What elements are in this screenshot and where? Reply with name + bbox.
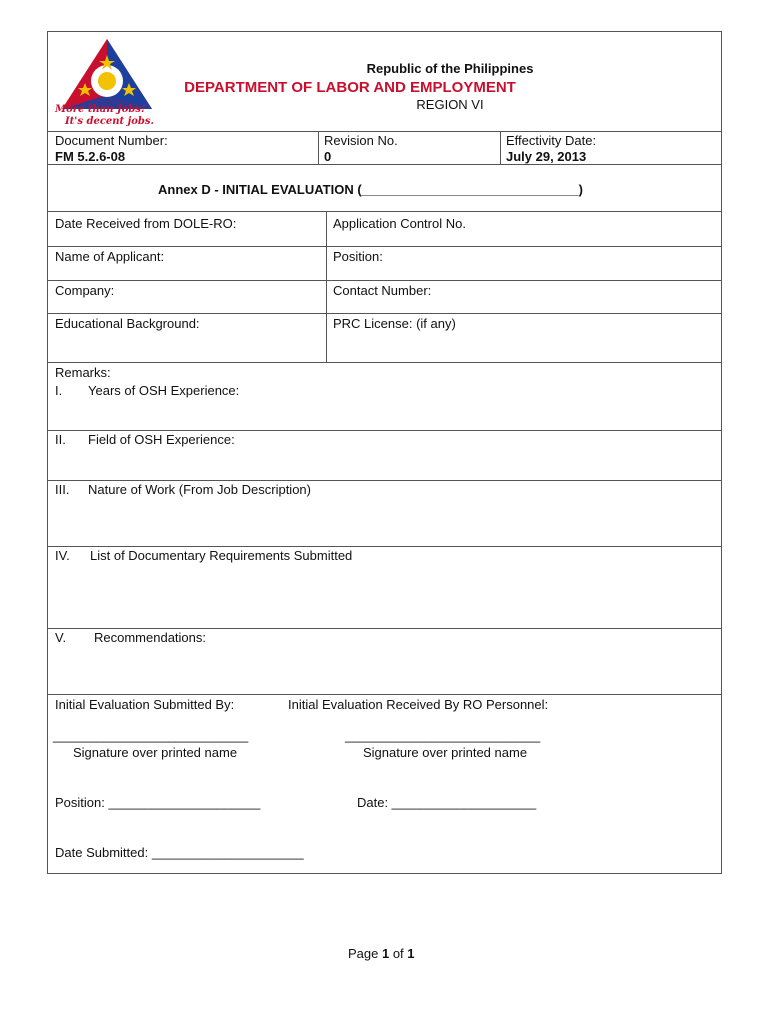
remark-number: II. xyxy=(55,432,66,447)
effectivity-label: Effectivity Date: xyxy=(506,133,597,148)
remark-documentary-requirements: List of Documentary Requirements Submitted xyxy=(90,548,353,563)
annex-title: Annex D - INITIAL EVALUATION (______________________________) xyxy=(158,182,583,197)
received-by-label: Initial Evaluation Received By RO Personnel: xyxy=(288,697,549,712)
remark-nature-of-work: Nature of Work (From Job Description) xyxy=(88,482,311,497)
page-number: Page 1 of 1 xyxy=(348,946,415,961)
field-date-received: Date Received from DOLE-RO: xyxy=(55,216,237,231)
field-applicant-name: Name of Applicant: xyxy=(55,249,165,264)
signature-line-submitted: ___________________________ xyxy=(53,728,249,743)
field-position: Position: xyxy=(333,249,383,264)
revision-value: 0 xyxy=(324,149,332,164)
remarks-label: Remarks: xyxy=(55,365,111,380)
remark-number: III. xyxy=(55,482,70,497)
signature-caption-received: Signature over printed name xyxy=(363,745,528,760)
remark-number: V. xyxy=(55,630,67,645)
position-line: Position: _____________________ xyxy=(55,795,261,810)
header-region: REGION VI xyxy=(416,97,484,112)
field-prc-license: PRC License: (if any) xyxy=(333,316,456,331)
submitted-by-label: Initial Evaluation Submitted By: xyxy=(55,697,235,712)
revision-label: Revision No. xyxy=(324,133,398,148)
logo-slogan: More than Jobs! xyxy=(55,104,146,115)
field-company: Company: xyxy=(55,283,115,298)
doc-number-value: FM 5.2.6-08 xyxy=(55,149,126,164)
field-application-control: Application Control No. xyxy=(333,216,466,231)
logo-slogan: It's decent jobs. xyxy=(65,116,155,127)
field-educational-background: Educational Background: xyxy=(55,316,200,331)
date-line: Date: ____________________ xyxy=(357,795,537,810)
remark-number: IV. xyxy=(55,548,70,563)
remark-number: I. xyxy=(55,383,63,398)
header-department: DEPARTMENT OF LABOR AND EMPLOYMENT xyxy=(184,79,516,96)
field-contact-number: Contact Number: xyxy=(333,283,432,298)
remark-field-osh: Field of OSH Experience: xyxy=(88,432,235,447)
doc-number-label: Document Number: xyxy=(55,133,168,148)
signature-caption-submitted: Signature over printed name xyxy=(73,745,238,760)
date-submitted-line: Date Submitted: _____________________ xyxy=(55,845,304,860)
header-republic: Republic of the Philippines xyxy=(366,61,534,76)
signature-line-received: ___________________________ xyxy=(345,728,541,743)
remark-recommendations: Recommendations: xyxy=(94,630,206,645)
remark-years-osh: Years of OSH Experience: xyxy=(88,383,240,398)
effectivity-value: July 29, 2013 xyxy=(506,149,587,164)
